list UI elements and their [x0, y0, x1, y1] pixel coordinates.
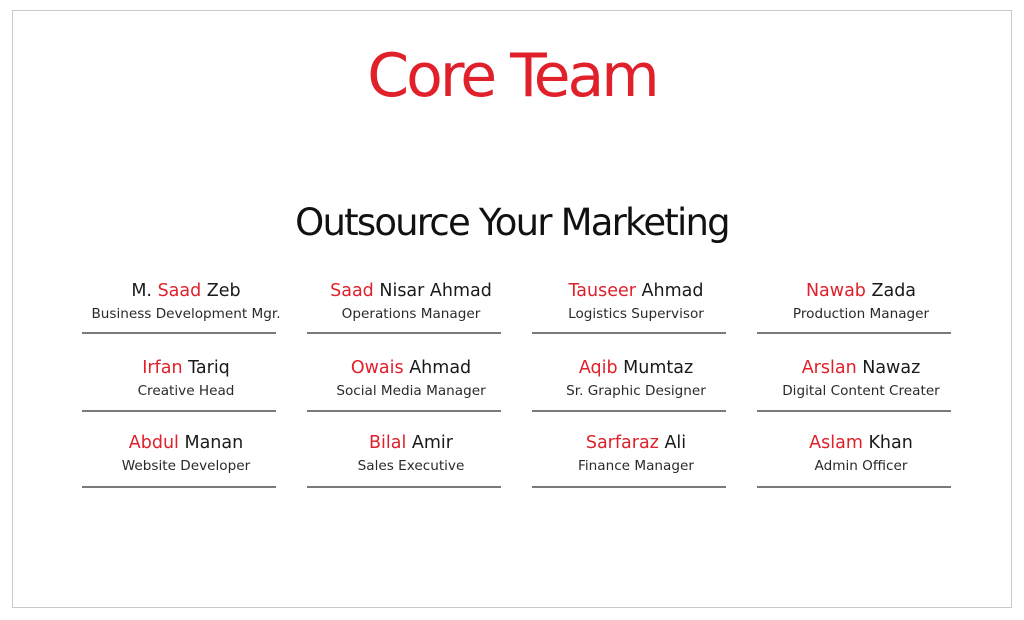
- team-member: [74, 280, 298, 334]
- member-first-name: Sarfaraz: [585, 433, 659, 453]
- member-name: [74, 280, 298, 302]
- member-first-name: Owais: [350, 358, 404, 378]
- member-name: [299, 432, 523, 454]
- team-member: [524, 357, 748, 411]
- team-grid: [74, 280, 974, 500]
- member-first-name: Abdul: [128, 433, 179, 453]
- member-last-name: Manan: [178, 433, 244, 453]
- member-first-name: Tauseer: [568, 281, 636, 301]
- team-member: [749, 432, 973, 486]
- team-member: [524, 280, 748, 334]
- team-member: [749, 357, 973, 411]
- member-name: [299, 357, 523, 379]
- member-name: [749, 357, 973, 379]
- team-member: [749, 280, 973, 334]
- member-role: Digital Content Creater: [782, 383, 940, 399]
- member-name: [299, 280, 523, 302]
- member-last-name: Zeb: [201, 281, 241, 301]
- member-last-name: Amir: [406, 433, 453, 453]
- member-divider: [82, 332, 276, 334]
- member-divider: [532, 410, 726, 412]
- member-last-name: Ali: [658, 433, 687, 453]
- member-first-name: Arslan: [801, 358, 857, 378]
- member-role: Website Developer: [121, 458, 251, 474]
- member-name: [524, 280, 748, 302]
- member-role: Creative Head: [137, 383, 235, 399]
- member-divider: [757, 486, 951, 488]
- member-last-name: Khan: [862, 433, 913, 453]
- member-first-name: Aqib: [578, 358, 618, 378]
- member-role: Sales Executive: [357, 458, 465, 474]
- member-last-name: Zada: [865, 281, 917, 301]
- member-role: Operations Manager: [341, 306, 481, 322]
- member-name: [524, 432, 748, 454]
- member-name: [74, 432, 298, 454]
- team-member: [299, 357, 523, 411]
- member-divider: [757, 410, 951, 412]
- member-divider: [307, 486, 501, 488]
- member-last-name: Ahmad: [635, 281, 704, 301]
- member-first-name: Nawab: [805, 281, 866, 301]
- member-first-name: Bilal: [369, 433, 407, 453]
- member-role: Admin Officer: [814, 458, 908, 474]
- member-last-name: Nisar Ahmad: [373, 281, 492, 301]
- member-name: [524, 357, 748, 379]
- member-divider: [82, 410, 276, 412]
- team-member: [299, 432, 523, 486]
- member-divider: [82, 486, 276, 488]
- member-divider: [307, 332, 501, 334]
- team-member: [74, 357, 298, 411]
- member-first-name: Aslam: [809, 433, 863, 453]
- member-name: [74, 357, 298, 379]
- member-name: [749, 432, 973, 454]
- member-first-name: Irfan: [142, 358, 183, 378]
- member-last-name: Nawaz: [856, 358, 921, 378]
- page-subtitle: Outsource Your Marketing: [295, 201, 729, 244]
- member-last-name: Ahmad: [403, 358, 472, 378]
- member-role: Logistics Supervisor: [568, 306, 704, 322]
- member-divider: [532, 332, 726, 334]
- member-name: [749, 280, 973, 302]
- member-role: Production Manager: [792, 306, 930, 322]
- member-role: Sr. Graphic Designer: [566, 383, 706, 399]
- member-first-name: Saad: [330, 281, 374, 301]
- team-member: [299, 280, 523, 334]
- page-title: Core Team: [367, 41, 657, 111]
- member-role: Finance Manager: [578, 458, 694, 474]
- member-divider: [307, 410, 501, 412]
- team-member: [74, 432, 298, 486]
- member-last-name: Mumtaz: [617, 358, 694, 378]
- member-last-name: Tariq: [182, 358, 230, 378]
- member-role: Social Media Manager: [336, 383, 486, 399]
- member-first-name: Saad: [157, 281, 202, 301]
- member-divider: [532, 486, 726, 488]
- member-divider: [757, 332, 951, 334]
- team-member: [524, 432, 748, 486]
- member-role: Business Development Mgr.: [91, 306, 281, 322]
- member-name-prefix: M.: [131, 281, 158, 301]
